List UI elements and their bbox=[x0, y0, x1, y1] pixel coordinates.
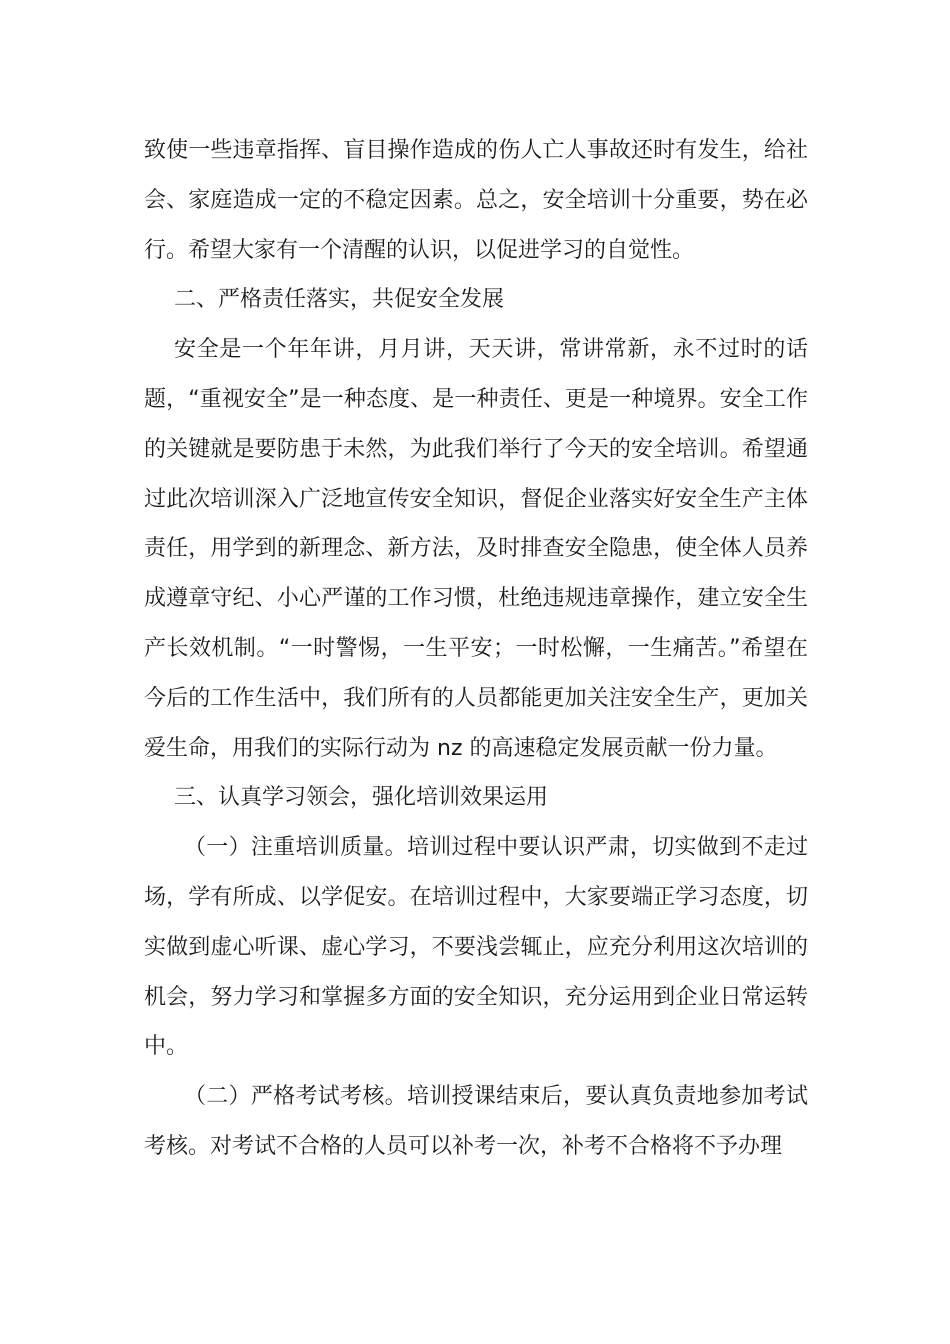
document-body bbox=[144, 126, 808, 1172]
paragraph-continuation: 致使一些违章指挥、盲目操作造成的伤人亡人事故还时有发生，给社会、家庭造成一定的不稳定因素。总之，安全培训十分重要，势在必行。希望大家有一个清醒的认识，以促进学习的自觉性。 bbox=[144, 138, 808, 263]
section-heading-three: 三、认真学习领会，强化培训效果运用 bbox=[174, 785, 549, 811]
paragraph-training-quality: （一）注重培训质量。培训过程中要认识严肃，切实做到不走过场，学有所成、以学促安。在培训过程中，大家要端正学习态度，切实做到虚心听课、虚心学习，不要浅尝辄止，应充分利用这次培训的机会，努力学习和掌握多方面的安全知识，充分运用到企业日常运转中。 bbox=[144, 835, 808, 1060]
paragraph-exam-assessment: （二）严格考试考核。培训授课结束后，要认真负责地参加考试考核。对考试不合格的人员可以补考一次，补考不合格将不予办理 bbox=[144, 1084, 808, 1159]
paragraph-safety-responsibility: 安全是一个年年讲，月月讲，天天讲，常讲常新，永不过时的话题，“重视安全”是一种态度、是一种责任、更是一种境界。安全工作的关键就是要防患于未然，为此我们举行了今天的安全培训。希望通过此次培训深入广泛地宣传安全知识，督促企业落实好安全生产主体责任，用学到的新理念、新方法，及时排查安全隐患，使全体人员养成遵章守纪、小心严谨的工作习惯，杜绝违规违章操作，建立安全生产长效机制。“一时警惕，一生平安；一时松懈，一生痛苦。”希望在今后的工作生活中，我们所有的人员都能更加关注安全生产，更加关爱生命，用我们的实际行动为 nz 的高速稳定发展贡献一份力量。 bbox=[144, 337, 808, 761]
section-heading-two: 二、严格责任落实，共促安全发展 bbox=[174, 287, 505, 313]
